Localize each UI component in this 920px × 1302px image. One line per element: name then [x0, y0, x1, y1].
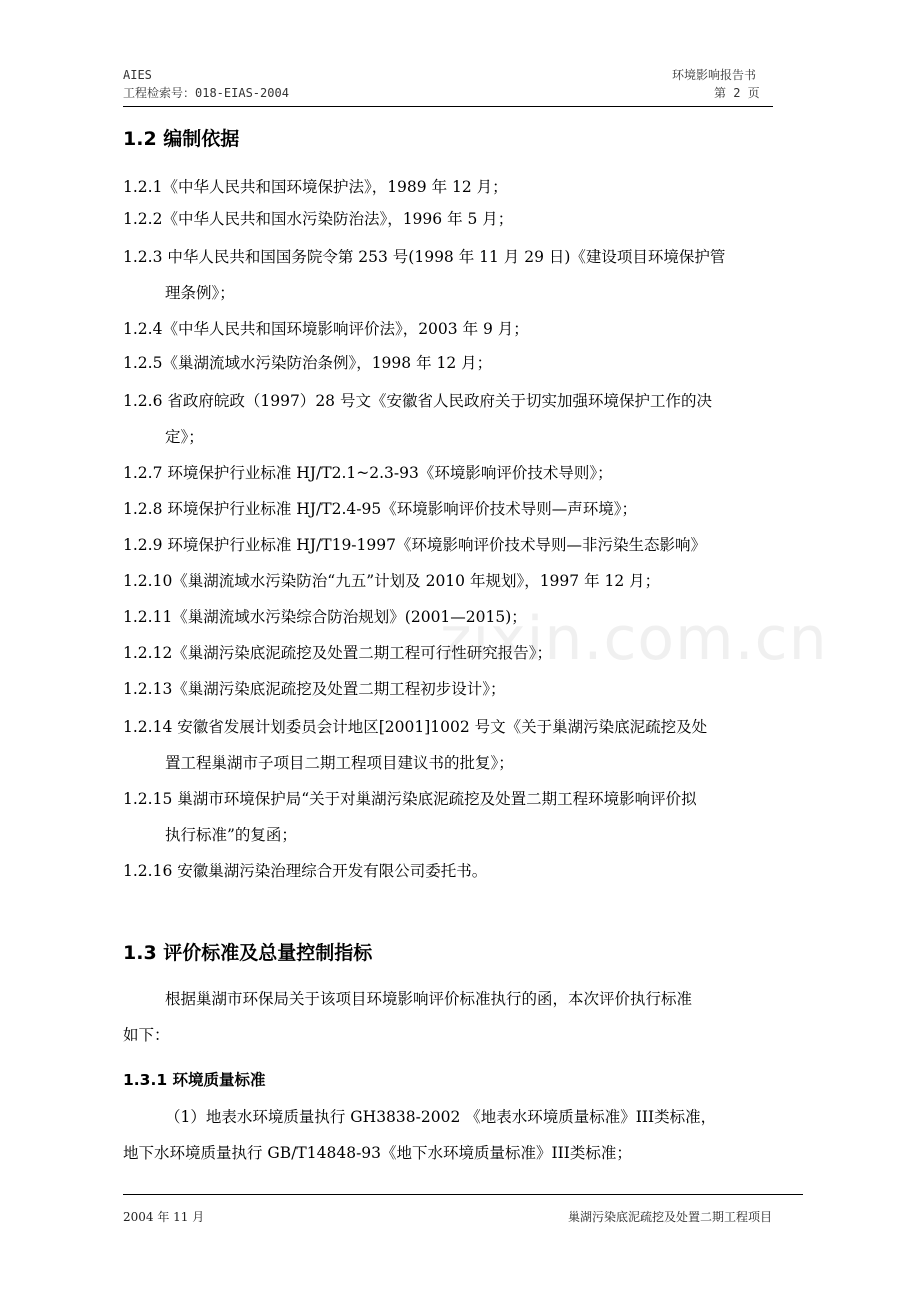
reference-item-continued: 执行标准”的复函； — [165, 826, 297, 844]
header-page-number: 第 2 页 — [714, 86, 760, 100]
reference-item: 1.2.3 中华人民共和国国务院令第 253 号(1998 年 11 月 29 日)《建设项目环境保护管 — [123, 248, 726, 266]
reference-item: 1.2.6 省政府皖政（1997）28 号文《安徽省人民政府关于切实加强环境保护工作的决 — [123, 392, 712, 410]
reference-item: 1.2.16 安徽巢湖污染治理综合开发有限公司委托书。 — [123, 862, 488, 880]
paragraph-line: （1）地表水环境质量执行 GH3838-2002 《地表水环境质量标准》III类标准， — [165, 1108, 717, 1126]
section-title-1-3: 1.3 评价标准及总量控制指标 — [123, 942, 373, 964]
reference-item: 1.2.7 环境保护行业标准 HJ/T2.1~2.3-93《环境影响评价技术导则》； — [123, 464, 613, 482]
header-org: AIES — [123, 68, 152, 82]
reference-item: 1.2.2《中华人民共和国水污染防治法》，1996 年 5 月； — [123, 210, 514, 228]
subsection-title-1-3-1: 1.3.1 环境质量标准 — [123, 1071, 266, 1089]
header-project-number: 工程检索号：018-EIAS-2004 — [123, 86, 289, 100]
paragraph-line: 地下水环境质量执行 GB/T14848-93《地下水环境质量标准》III类标准； — [123, 1144, 632, 1162]
reference-item: 1.2.12《巢湖污染底泥疏挖及处置二期工程可行性研究报告》； — [123, 644, 553, 662]
header-doc-type: 环境影响报告书 — [672, 68, 757, 82]
reference-item: 1.2.15 巢湖市环境保护局“关于对巢湖污染底泥疏挖及处置二期工程环境影响评价拟 — [123, 790, 697, 808]
reference-item: 1.2.13《巢湖污染底泥疏挖及处置二期工程初步设计》； — [123, 680, 506, 698]
header-divider — [123, 106, 773, 107]
paragraph-line: 如下： — [123, 1026, 170, 1044]
reference-item: 1.2.11《巢湖流域水污染综合防治规划》(2001—2015)； — [123, 608, 527, 626]
footer-divider — [123, 1194, 803, 1195]
watermark: zixin.com.cn — [440, 604, 828, 674]
reference-item: 1.2.4《中华人民共和国环境影响评价法》，2003 年 9 月； — [123, 320, 529, 338]
reference-item: 1.2.9 环境保护行业标准 HJ/T19-1997《环境影响评价技术导则—非污染生态影响》 — [123, 536, 706, 554]
reference-item: 1.2.14 安徽省发展计划委员会计地区[2001]1002 号文《关于巢湖污染底泥疏挖及处 — [123, 718, 708, 736]
reference-item-continued: 定》； — [165, 428, 204, 446]
reference-item: 1.2.8 环境保护行业标准 HJ/T2.4-95《环境影响评价技术导则—声环境》； — [123, 500, 637, 518]
footer-date: 2004 年 11 月 — [123, 1210, 205, 1224]
reference-item-continued: 理条例》； — [165, 284, 235, 302]
footer-project-name: 巢湖污染底泥疏挖及处置二期工程项目 — [568, 1210, 773, 1224]
reference-item: 1.2.5《巢湖流域水污染防治条例》，1998 年 12 月； — [123, 354, 493, 372]
reference-item: 1.2.10《巢湖流域水污染防治“九五”计划及 2010 年规划》，1997 年 12 月； — [123, 572, 661, 590]
section-title-1-2: 1.2 编制依据 — [123, 128, 240, 150]
reference-item-continued: 置工程巢湖市子项目二期工程项目建议书的批复》； — [165, 754, 514, 772]
paragraph-line: 根据巢湖市环保局关于该项目环境影响评价标准执行的函，本次评价执行标准 — [165, 990, 693, 1008]
reference-item: 1.2.1《中华人民共和国环境保护法》，1989 年 12 月； — [123, 178, 508, 196]
